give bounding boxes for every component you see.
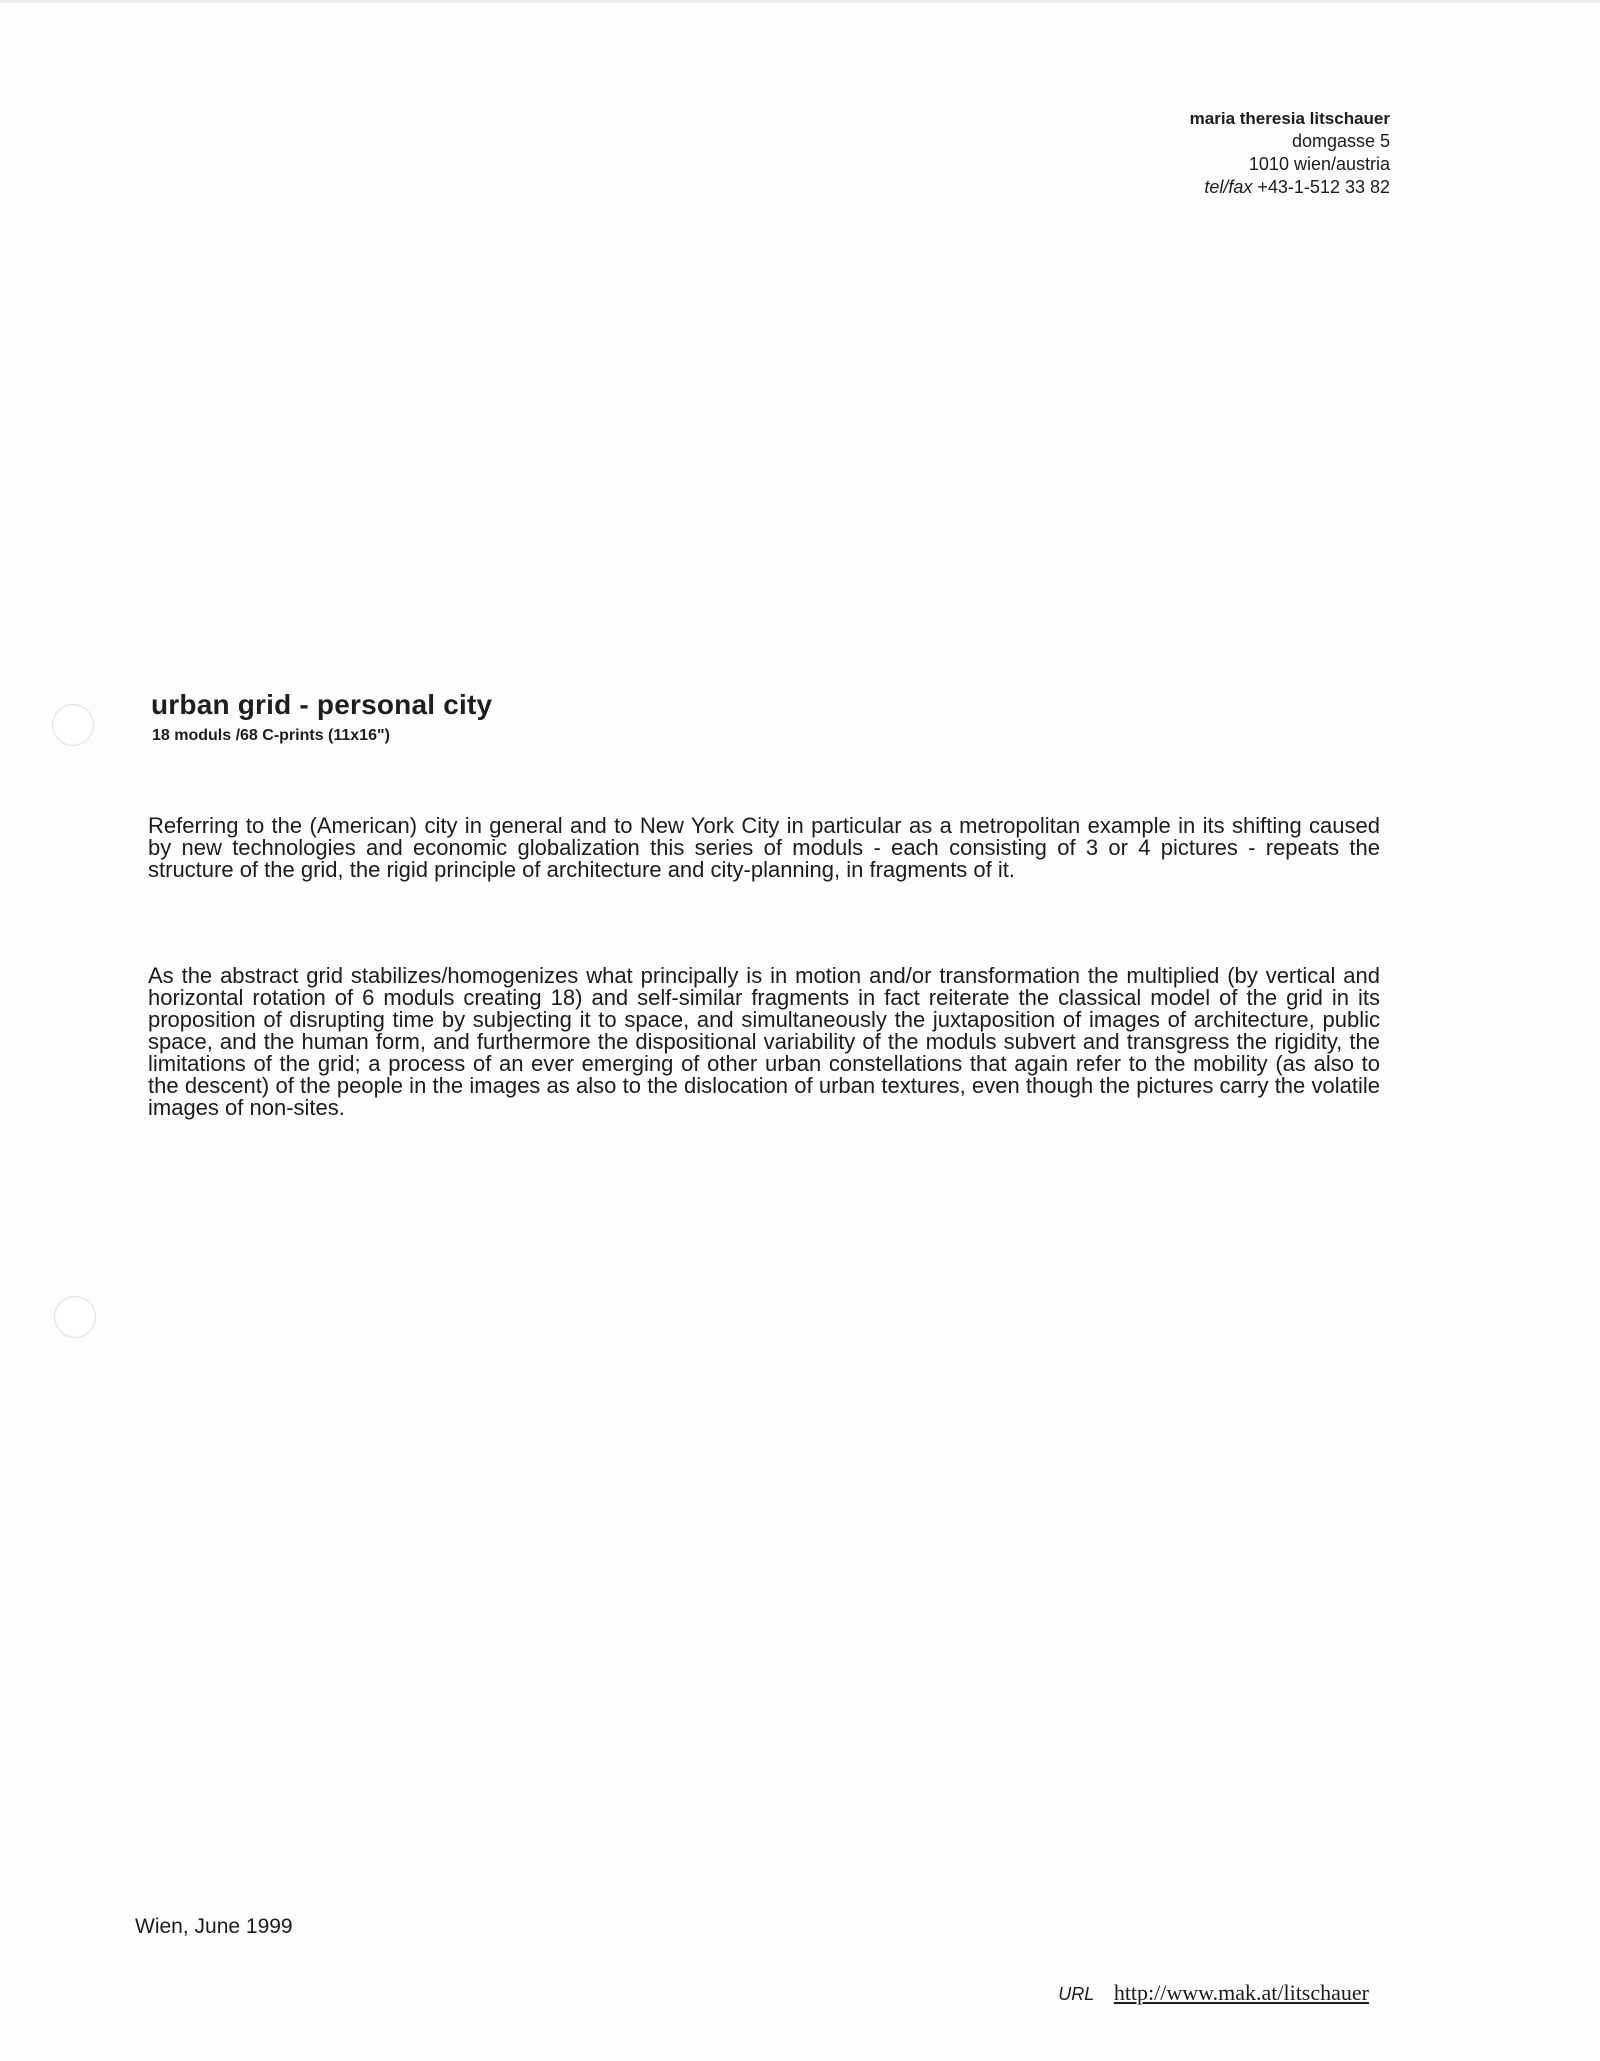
body-paragraph-1: Referring to the (American) city in general and to New York City in particular as a metropolitan example in its shifting caused by new technologies and economic globalization this series of moduls - each consisting of 3 or 4 pictures - repeats the structure of the grid, the rigid principle of architecture and city-planning, in fragments of it. xyxy=(148,813,1380,882)
tel-label: tel/fax xyxy=(1204,177,1253,197)
sender-name: maria theresia litschauer xyxy=(1189,109,1390,128)
punch-hole-bottom xyxy=(54,1296,96,1338)
sender-city: 1010 wien/austria xyxy=(1248,154,1390,174)
sender-street: domgasse 5 xyxy=(1291,131,1390,151)
punch-hole-top xyxy=(52,704,94,746)
website-link[interactable]: http://www.mak.at/litschauer xyxy=(1113,1980,1369,2005)
document-subtitle: 18 moduls /68 C-prints (11x16") xyxy=(152,727,390,744)
url-label: URL xyxy=(1058,1984,1095,2004)
document-title: urban grid - personal city xyxy=(151,689,493,720)
body-paragraph-2: As the abstract grid stabilizes/homogenizes what principally is in motion and/or transformation the multiplied (by vertical and horizontal rotation of 6 moduls creating 18) and self-similar fragments in fact reiterate the classical model of the grid in its proposition of disrupting time by subjecting it to space, and simultaneously the juxtaposition of images of architecture, public space, and the human form, and furthermore the dispositional variability of the moduls subvert and transgress the rigidity, the limitations of the grid; a process of an ever emerging of other urban constellations that again refer to the mobility (as also to the descent) of the people in the images as also to the dislocation of urban textures, even though the pictures carry the volatile images of non-sites. xyxy=(148,963,1380,1120)
url-line xyxy=(1058,1980,1369,2006)
page-top-edge xyxy=(0,0,1600,3)
dateline: Wien, June 1999 xyxy=(135,1915,293,1938)
letterhead xyxy=(1190,107,1390,199)
sender-phone xyxy=(1190,176,1390,199)
tel-number: +43-1-512 33 82 xyxy=(1257,177,1390,197)
